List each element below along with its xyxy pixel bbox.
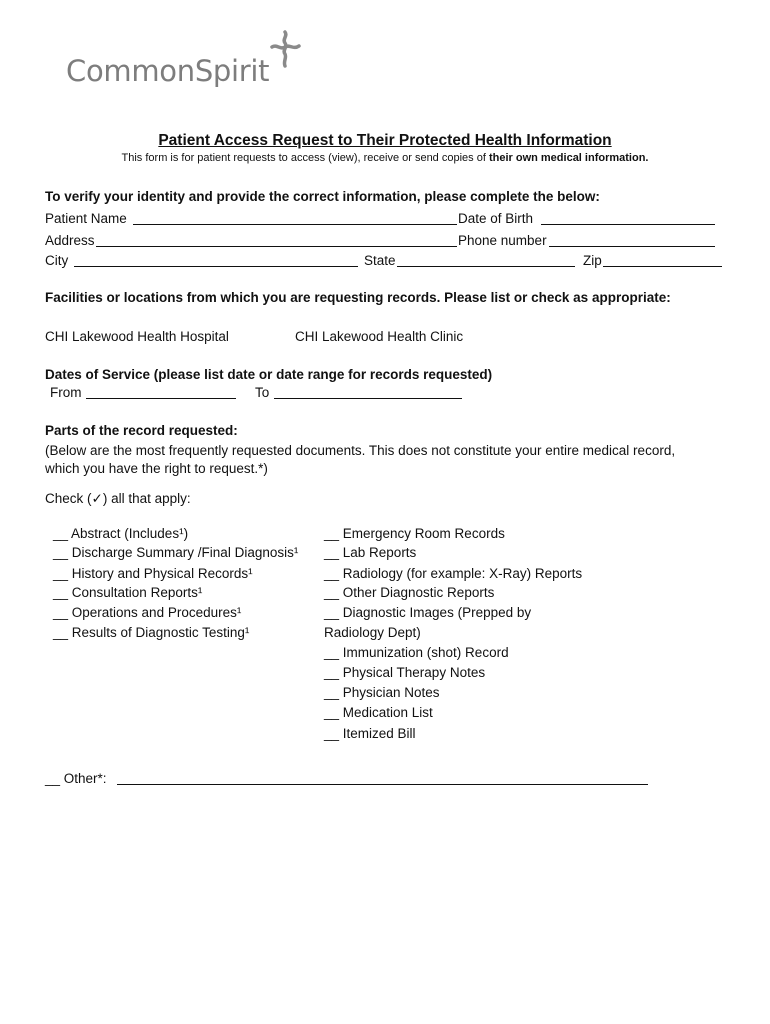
facility-hospital[interactable]: CHI Lakewood Health Hospital [45,329,229,344]
spirit-cross-icon [268,28,302,68]
to-date-field[interactable] [274,387,462,399]
from-label: From [50,385,82,400]
from-date-field[interactable] [86,387,236,399]
zip-field[interactable] [603,255,722,267]
facility-clinic[interactable]: CHI Lakewood Health Clinic [295,329,464,344]
city-label: City [45,253,69,268]
address-field[interactable] [96,235,457,247]
phone-label: Phone number [458,233,547,248]
patient-name-field[interactable] [133,213,457,225]
record-history-physical[interactable]: __ History and Physical Records¹ [53,566,253,581]
subtitle-text: This form is for patient requests to access (view), receive or send copies of [121,152,489,164]
record-other-diagnostic[interactable]: __ Other Diagnostic Reports [324,585,495,600]
dob-field[interactable] [541,213,715,225]
subtitle-emphasis: their own medical information. [488,152,649,164]
commonspirit-logo [66,28,306,92]
logo-wordmark: CommonSpirit [66,54,270,88]
record-physical-therapy[interactable]: __ Physical Therapy Notes [324,665,486,680]
to-label: To [255,385,270,400]
parts-description-2: which you have the right to request.*) [45,461,268,476]
other-field[interactable] [117,773,648,785]
parts-heading: Parts of the record requested: [45,423,238,438]
parts-description-1: (Below are the most frequently requested documents. This does not constitute your entire medical record, [45,443,676,458]
record-itemized-bill[interactable]: __ Itemized Bill [324,726,416,741]
record-diagnostic-results[interactable]: __ Results of Diagnostic Testing¹ [53,625,250,640]
record-consultation[interactable]: __ Consultation Reports¹ [53,585,203,600]
facilities-heading: Facilities or locations from which you are requesting records. Please list or check as appropriate: [45,290,671,305]
address-label: Address [45,233,95,248]
record-immunization[interactable]: __ Immunization (shot) Record [324,645,509,660]
phone-field[interactable] [549,235,715,247]
page-title: Patient Access Request to Their Protected Health Information [158,132,612,149]
record-diagnostic-images-cont: Radiology Dept) [324,625,421,640]
identity-heading: To verify your identity and provide the correct information, please complete the below: [45,189,600,204]
record-physician-notes[interactable]: __ Physician Notes [324,685,440,700]
page-subtitle [0,152,770,164]
dob-label: Date of Birth [458,211,534,226]
record-operations[interactable]: __ Operations and Procedures¹ [53,605,242,620]
record-medication-list[interactable]: __ Medication List [324,705,433,720]
record-discharge-summary[interactable]: __ Discharge Summary /Final Diagnosis¹ [53,545,299,560]
state-field[interactable] [397,255,575,267]
state-label: State [364,253,396,268]
city-field[interactable] [74,255,358,267]
other-label: __ Other*: [45,771,107,786]
dates-heading: Dates of Service (please list date or date range for records requested) [45,367,493,382]
record-emergency-room[interactable]: __ Emergency Room Records [324,526,505,541]
patient-name-label: Patient Name [45,211,127,226]
record-lab-reports[interactable]: __ Lab Reports [324,545,417,560]
record-radiology[interactable]: __ Radiology (for example: X-Ray) Reports [324,566,583,581]
check-instruction: Check (✓) all that apply: [45,491,191,506]
zip-label: Zip [583,253,602,268]
record-diagnostic-images[interactable]: __ Diagnostic Images (Prepped by [324,605,532,620]
record-abstract[interactable]: __ Abstract (Includes¹) [53,526,189,541]
